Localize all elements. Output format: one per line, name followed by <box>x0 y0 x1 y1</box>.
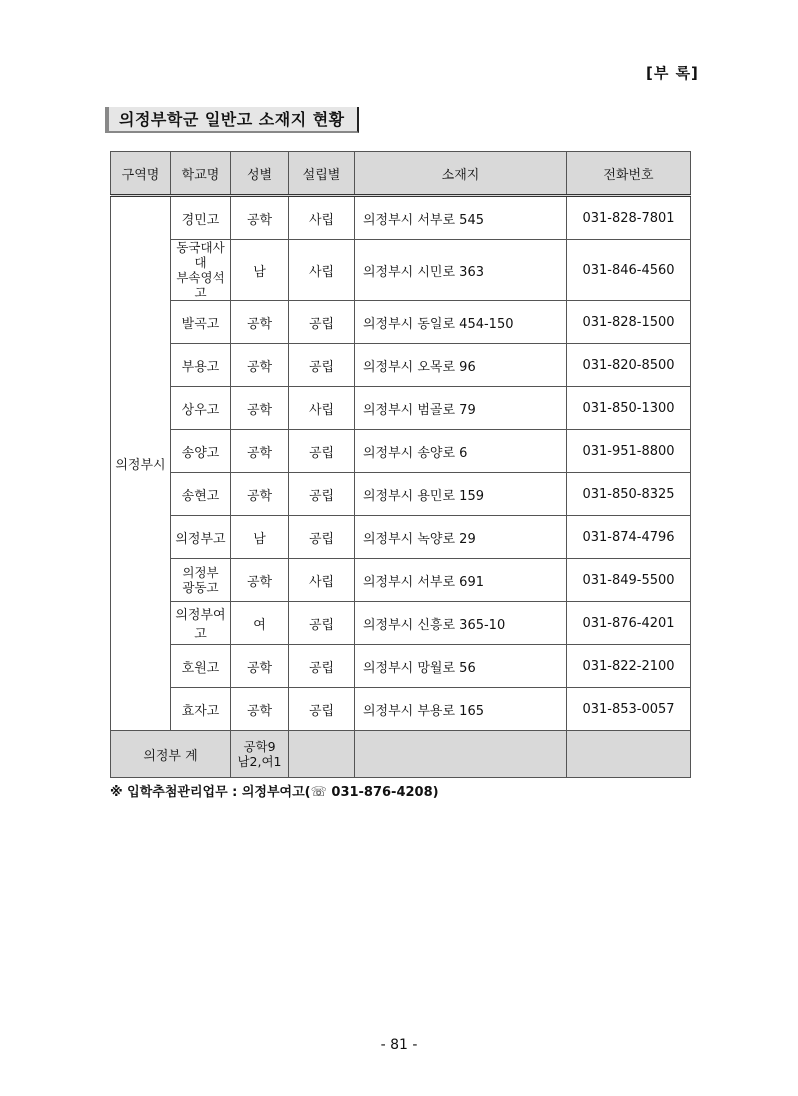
type-cell: 사립 <box>289 240 355 301</box>
type-cell: 공립 <box>289 430 355 473</box>
school-cell: 송현고 <box>171 473 231 516</box>
address-cell: 의정부시 부용로 165 <box>355 688 567 731</box>
total-address-empty <box>355 731 567 778</box>
school-cell: 부용고 <box>171 344 231 387</box>
phone-cell: 031-820-8500 <box>567 344 691 387</box>
gender-cell: 남 <box>231 240 289 301</box>
table-row <box>111 688 691 731</box>
phone-cell: 031-853-0057 <box>567 688 691 731</box>
school-cell: 의정부고 <box>171 516 231 559</box>
table-header-row <box>111 152 691 196</box>
school-cell: 동국대사대 부속영석고 <box>171 240 231 301</box>
footnote: ※ 입학추첨관리업무 : 의정부여고(☏ 031-876-4208) <box>110 785 439 800</box>
type-cell: 공립 <box>289 473 355 516</box>
type-cell: 공립 <box>289 688 355 731</box>
gender-cell: 여 <box>231 602 289 645</box>
table-row <box>111 196 691 240</box>
school-cell: 의정부 광동고 <box>171 559 231 602</box>
school-location-table <box>110 151 691 778</box>
address-cell: 의정부시 송양로 6 <box>355 430 567 473</box>
school-cell: 상우고 <box>171 387 231 430</box>
phone-cell: 031-846-4560 <box>567 240 691 301</box>
table-row <box>111 240 691 301</box>
gender-cell: 공학 <box>231 430 289 473</box>
table-row <box>111 387 691 430</box>
phone-cell: 031-828-1500 <box>567 301 691 344</box>
total-phone-empty <box>567 731 691 778</box>
school-cell: 경민고 <box>171 196 231 240</box>
gender-cell: 공학 <box>231 301 289 344</box>
gender-cell: 공학 <box>231 344 289 387</box>
type-cell: 공립 <box>289 301 355 344</box>
table-row <box>111 602 691 645</box>
phone-cell: 031-850-8325 <box>567 473 691 516</box>
address-cell: 의정부시 망월로 56 <box>355 645 567 688</box>
address-cell: 의정부시 서부로 691 <box>355 559 567 602</box>
header-gender: 성별 <box>231 152 289 196</box>
table-row <box>111 344 691 387</box>
school-cell: 의정부여고 <box>171 602 231 645</box>
gender-cell: 남 <box>231 516 289 559</box>
header-school: 학교명 <box>171 152 231 196</box>
total-type-empty <box>289 731 355 778</box>
phone-cell: 031-822-2100 <box>567 645 691 688</box>
school-cell: 효자고 <box>171 688 231 731</box>
header-address: 소재지 <box>355 152 567 196</box>
school-cell: 호원고 <box>171 645 231 688</box>
phone-cell: 031-828-7801 <box>567 196 691 240</box>
header-region: 구역명 <box>111 152 171 196</box>
appendix-label: [부 록] <box>646 64 699 82</box>
address-cell: 의정부시 신흥로 365-10 <box>355 602 567 645</box>
school-cell: 발곡고 <box>171 301 231 344</box>
table-row <box>111 645 691 688</box>
table-row <box>111 559 691 602</box>
type-cell: 사립 <box>289 559 355 602</box>
total-row <box>111 731 691 778</box>
table-row <box>111 430 691 473</box>
address-cell: 의정부시 서부로 545 <box>355 196 567 240</box>
type-cell: 사립 <box>289 196 355 240</box>
type-cell: 공립 <box>289 516 355 559</box>
section-title: 의정부학군 일반고 소재지 현황 <box>105 107 359 133</box>
page-number: - 81 - <box>380 1037 418 1053</box>
gender-cell: 공학 <box>231 473 289 516</box>
gender-cell: 공학 <box>231 387 289 430</box>
type-cell: 공립 <box>289 645 355 688</box>
type-cell: 공립 <box>289 602 355 645</box>
gender-cell: 공학 <box>231 645 289 688</box>
gender-cell: 공학 <box>231 688 289 731</box>
address-cell: 의정부시 오목로 96 <box>355 344 567 387</box>
phone-cell: 031-850-1300 <box>567 387 691 430</box>
type-cell: 공립 <box>289 344 355 387</box>
address-cell: 의정부시 녹양로 29 <box>355 516 567 559</box>
header-phone: 전화번호 <box>567 152 691 196</box>
gender-cell: 공학 <box>231 559 289 602</box>
address-cell: 의정부시 용민로 159 <box>355 473 567 516</box>
school-cell: 송양고 <box>171 430 231 473</box>
phone-cell: 031-874-4796 <box>567 516 691 559</box>
table-row <box>111 473 691 516</box>
address-cell: 의정부시 동일로 454-150 <box>355 301 567 344</box>
table-row <box>111 516 691 559</box>
type-cell: 사립 <box>289 387 355 430</box>
address-cell: 의정부시 시민로 363 <box>355 240 567 301</box>
total-gender-summary: 공학9 남2,여1 <box>231 731 289 778</box>
phone-cell: 031-876-4201 <box>567 602 691 645</box>
region-cell: 의정부시 <box>111 196 171 731</box>
gender-cell: 공학 <box>231 196 289 240</box>
table-row <box>111 301 691 344</box>
phone-cell: 031-849-5500 <box>567 559 691 602</box>
total-label: 의정부 계 <box>111 731 231 778</box>
phone-cell: 031-951-8800 <box>567 430 691 473</box>
header-type: 설립별 <box>289 152 355 196</box>
address-cell: 의정부시 범골로 79 <box>355 387 567 430</box>
